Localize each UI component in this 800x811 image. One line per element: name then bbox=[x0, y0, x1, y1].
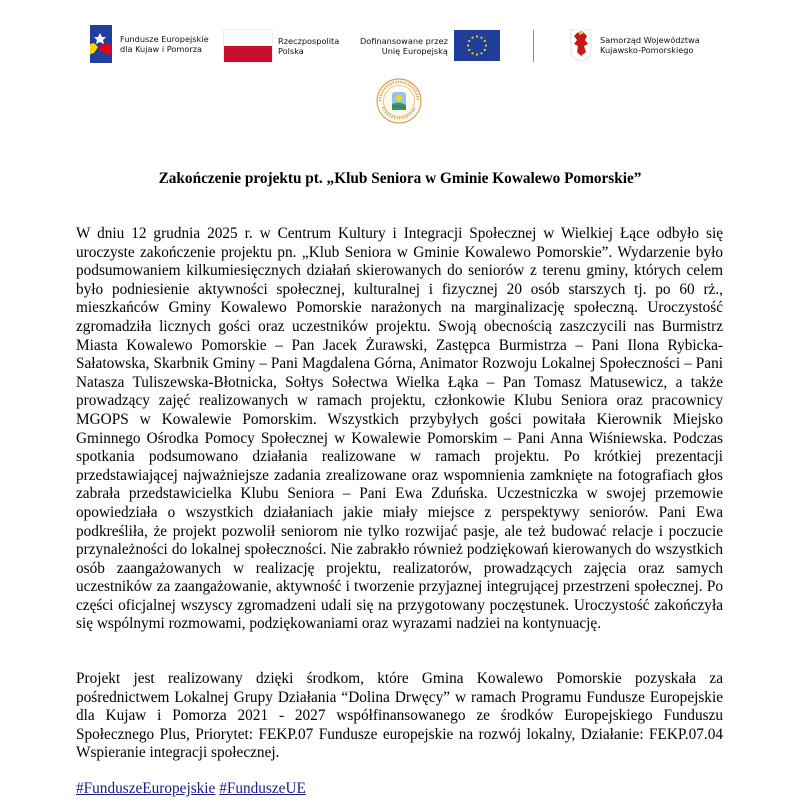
fe-logo-line1: Fundusze Europejskie bbox=[120, 34, 209, 44]
eu-flag-icon bbox=[454, 30, 500, 61]
rp-logo-line1: Rzeczpospolita bbox=[278, 36, 340, 46]
fundusze-europejskie-logo bbox=[86, 25, 209, 63]
logo-divider bbox=[533, 30, 534, 62]
logo-bar bbox=[0, 22, 800, 68]
fundusze-europejskie-emblem-icon bbox=[86, 25, 112, 63]
griffin-coat-of-arms-icon bbox=[570, 28, 592, 62]
polish-flag-icon bbox=[224, 30, 272, 62]
rp-logo-line2: Polska bbox=[278, 46, 304, 56]
eu-logo-line1: Dofinansowane przez bbox=[360, 35, 448, 46]
rzeczpospolita-polska-logo bbox=[224, 30, 339, 62]
eu-logo-line2: Unię Europejską bbox=[381, 45, 448, 56]
hashtags bbox=[76, 780, 306, 798]
eu-cofinanced-logo bbox=[360, 30, 500, 61]
article-title: Zakończenie projektu pt. „Klub Seniora w Gminie Kowalewo Pomorskie” bbox=[158, 170, 642, 187]
hashtag-link-fundusze-ue[interactable]: #FunduszeUE bbox=[219, 780, 306, 797]
lgd-seal-icon bbox=[375, 77, 423, 125]
article-paragraph-2: Projekt jest realizowany dzięki środkom, które Gmina Kowalewo Pomorskie pozyskała za pośrednictwem Lokalnej Grupy Działania “Dolina Drwęcy” w ramach Programu Fundusze Europejskie dla Kujaw i Pomorza 2021 - 2027 współfinansowanego ze środków Europejskiego Funduszu Społecznego Plus, Priorytet: FEKP.07 Fundusze europejskie na rozwój lokalny, Działanie: FEKP.07.04 Wspieranie integracji społecznej. bbox=[76, 670, 723, 762]
hashtag-link-fundusze-europejskie[interactable]: #FunduszeEuropejskie bbox=[76, 780, 216, 797]
kp-logo-line2: Kujawsko-Pomorskiego bbox=[600, 45, 694, 55]
lgd-dolina-drwecy-logo bbox=[369, 77, 429, 125]
article-paragraph-1: W dniu 12 grudnia 2025 r. w Centrum Kultury i Integracji Społecznej w Wielkiej Łące odbyło się uroczyste zakończenie projektu pn. „Klub Seniora w Gminie Kowalewo Pomorskie”. Wydarzenie było podsumowaniem kilkumiesięcznych działań skierowanych do seniorów z terenu gminy, których celem było podniesienie aktywności społecznej, kulturalnej i fizycznej 20 osób starszych tj. po 60 rż., mieszkańców Gminy Kowalewo Pomorskie narażonych na marginalizację społeczną. Uroczystość zgromadziła licznych gości oraz uczestników projektu. Swoją obecnością zaszczycili nas Burmistrz Miasta Kowalewo Pomorskie – Pan Jacek Żurawski, Zastępca Burmistrza – Pani Ilona Rybicka-Sałatowska, Skarbnik Gminy – Pani Magdalena Górna, Animator Rozwoju Lokalnej Społeczności – Pani Natasza Tuliszewska-Błotnicka, Sołtys Sołectwa Wielka Łąka – Pan Tomasz Matusewicz, a także prowadzący zajęć realizowanych w ramach projektu, członkowie Klubu Seniora oraz pracownicy MGOPS w Kowalewie Pomorskim. Wszystkich przybyłych gości powitała Kierownik Miejsko Gminnego Ośrodka Pomocy Społecznej w Kowalewie Pomorskim – Pani Anna Wiśniewska. Podczas spotkania podsumowano działania realizowane w ramach projektu. Po krótkiej prezentacji przedstawiającej najważniejsze zadania zrealizowane oraz wspomnienia zamknięte na fotografiach głos zabrała przedstawicielka Klubu Seniora – Pani Ewa Zduńska. Uczestniczka w swojej przemowie opowiedziała o wszystkich działaniach jakie miały miejsce z perspektywy seniorów. Pani Ewa podkreśliła, że projekt pozwolił seniorom nie tylko rozwijać pasje, ale też budować relacje i poczucie przynależności do lokalnej społeczności. Nie zabrakło również podziękowań kierowanych do wszystkich osób zaangażowanych w realizację projektu, realizatorów, prowadzących zajęcia oraz samych uczestników za zaangażowanie, aktywność i tworzenie przyjaznej integrującej przestrzeni społecznej. Po części oficjalnej wszyscy zgromadzeni udali się na przygotowany poczęstunek. Uroczystość zakończyła się wspólnymi rozmowami, podziękowaniami oraz wyrazami nadziei na kontynuację. bbox=[76, 225, 723, 633]
kp-logo-line1: Samorząd Województwa bbox=[600, 35, 700, 45]
samorzad-kujawsko-pomorski-logo bbox=[570, 28, 700, 62]
fe-logo-line2: dla Kujaw i Pomorza bbox=[120, 44, 203, 54]
